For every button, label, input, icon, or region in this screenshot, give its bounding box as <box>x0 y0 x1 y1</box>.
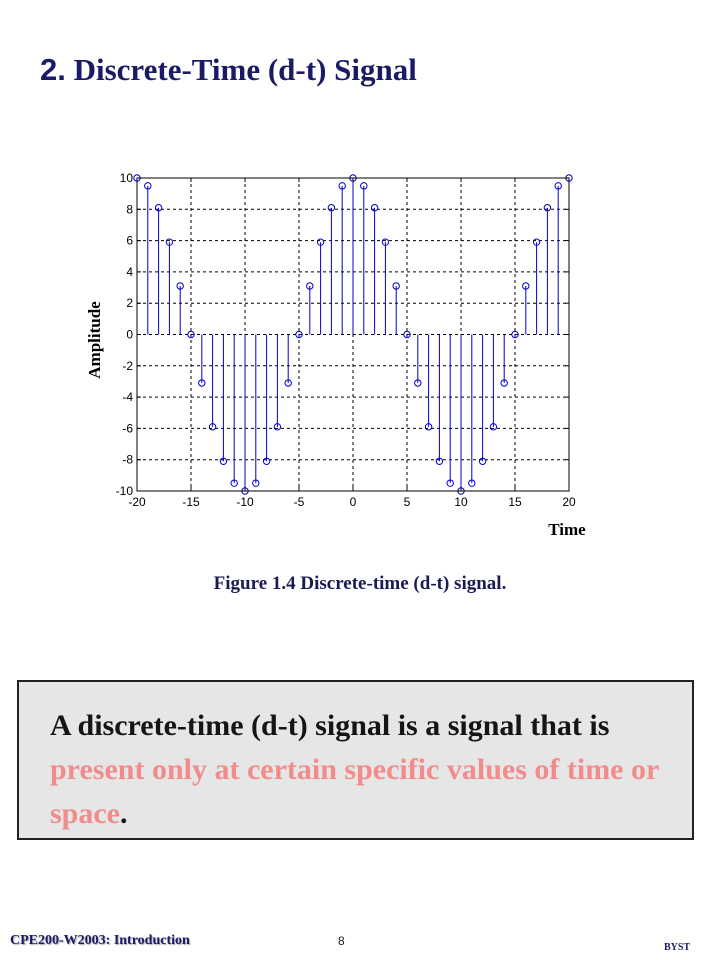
y-tick-label: -8 <box>122 452 133 467</box>
x-tick-label: -20 <box>128 495 146 509</box>
y-tick-label: -4 <box>122 390 133 405</box>
page-number: 8 <box>338 934 345 948</box>
x-tick-label: -10 <box>236 495 254 509</box>
y-tick-label: 0 <box>126 327 133 342</box>
y-tick-label: 8 <box>126 202 133 217</box>
x-tick-label: 20 <box>562 495 576 509</box>
y-tick-label: 4 <box>126 264 133 279</box>
x-tick-label: -15 <box>182 495 200 509</box>
definition-end: . <box>120 797 128 830</box>
x-tick-label: 10 <box>454 495 468 509</box>
y-tick-label: 10 <box>119 171 133 185</box>
title-number: 2. <box>40 52 66 87</box>
x-tick-label: 15 <box>508 495 522 509</box>
y-tick-label: -6 <box>122 421 133 436</box>
x-tick-label: 0 <box>349 495 357 509</box>
x-tick-label: -5 <box>293 495 305 509</box>
x-axis-label: Time <box>548 520 586 539</box>
stem-chart <box>70 160 610 550</box>
slide-title <box>40 52 417 88</box>
y-axis-label: Amplitude <box>85 301 104 379</box>
definition-text <box>50 704 670 836</box>
definition-highlight: present only at certain specific values of time or space <box>50 753 659 830</box>
footer-author: BYST <box>664 942 691 953</box>
title-text: Discrete-Time (d-t) Signal <box>73 52 417 87</box>
x-tick-label: 5 <box>403 495 411 509</box>
y-tick-label: -10 <box>115 484 133 498</box>
footer-course: CPE200-W2003: Introduction <box>10 933 190 948</box>
definition-part1: A discrete-time (d-t) signal is a signal that is <box>50 709 610 742</box>
y-tick-label: 2 <box>126 296 133 311</box>
y-tick-label: 6 <box>126 233 133 248</box>
figure-caption: Figure 1.4 Discrete-time (d-t) signal. <box>213 573 507 594</box>
y-tick-label: -2 <box>122 358 133 373</box>
